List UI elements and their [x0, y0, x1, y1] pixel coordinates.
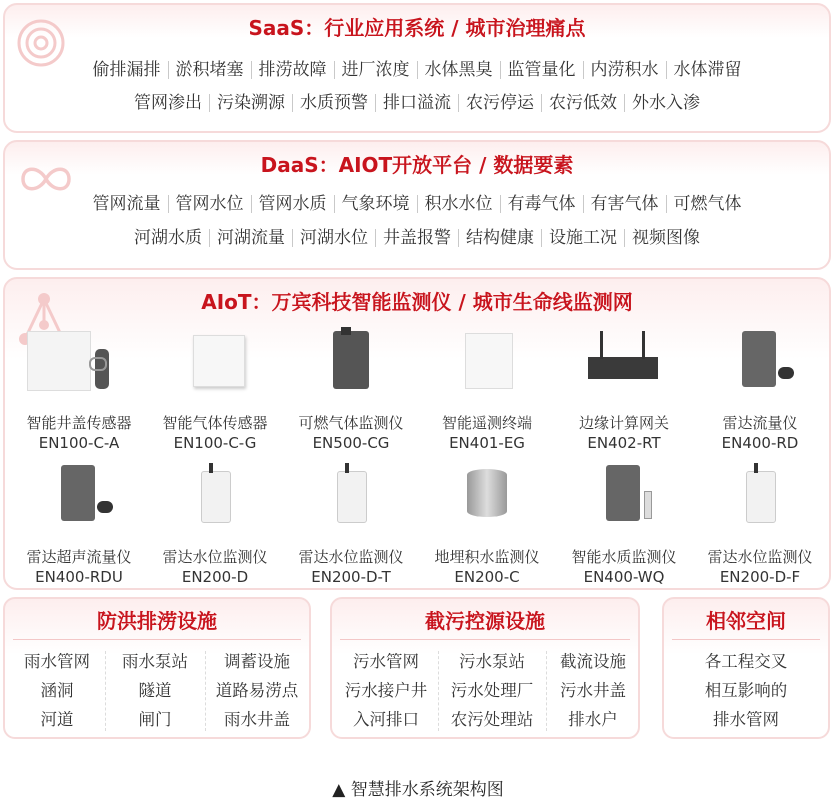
device-model: EN400-RDU	[35, 568, 123, 586]
data-element: 可燃气体	[666, 195, 749, 213]
data-element: 有毒气体	[500, 195, 583, 213]
facility-item: 污水管网	[353, 652, 419, 671]
pain-point: 水体滞留	[666, 61, 749, 79]
sewage-col-1	[336, 647, 436, 734]
pain-point: 排涝故障	[251, 61, 334, 79]
saas-panel	[3, 3, 831, 133]
device-name: 地埋积水监测仪	[434, 548, 540, 566]
device-model: EN200-D-T	[311, 568, 391, 586]
combustible-gas-monitor-icon	[291, 327, 411, 407]
facility-item: 入河排口	[353, 710, 419, 729]
pain-point: 进厂浓度	[334, 61, 417, 79]
device-card	[555, 461, 693, 587]
adjacent-line: 排水管网	[713, 710, 779, 729]
buried-waterlogging-monitor-icon	[427, 461, 547, 541]
device-card	[282, 327, 420, 453]
pain-point: 农污低效	[541, 94, 624, 112]
radar-level-monitor-icon	[155, 461, 275, 541]
device-card	[418, 327, 556, 453]
radar-level-monitor-t-icon	[291, 461, 411, 541]
device-name: 可燃气体监测仪	[298, 414, 404, 432]
data-element: 管网水质	[251, 195, 334, 213]
data-element: 积水水位	[417, 195, 500, 213]
device-model: EN400-RD	[721, 434, 799, 452]
pain-point: 淤积堵塞	[168, 61, 251, 79]
data-element: 管网流量	[92, 194, 161, 214]
radar-flowmeter-icon	[700, 327, 820, 407]
device-name: 雷达超声流量仪	[26, 548, 132, 566]
radar-level-monitor-f-icon	[700, 461, 820, 541]
data-element: 河湖水位	[292, 229, 375, 247]
saas-row-1	[5, 60, 829, 80]
device-model: EN402-RT	[587, 434, 661, 452]
data-element: 气象环境	[334, 195, 417, 213]
saas-row-2	[5, 93, 829, 113]
data-element: 结构健康	[458, 229, 541, 247]
aiot-title: AIoT：万宾科技智能监测仪 / 城市生命线监测网	[201, 290, 633, 314]
flood-title: 防洪排涝设施	[97, 609, 217, 633]
device-name: 智能遥测终端	[441, 414, 532, 432]
facility-item: 闸门	[138, 710, 172, 729]
device-model: EN500-CG	[312, 434, 390, 452]
facility-item: 污水接户井	[344, 681, 428, 700]
device-card	[691, 327, 829, 453]
facility-item: 隧道	[138, 681, 172, 700]
device-card	[10, 461, 148, 587]
pain-point: 监管量化	[500, 61, 583, 79]
divider	[438, 651, 439, 731]
adjacent-space-panel	[662, 597, 830, 739]
water-quality-monitor-icon	[564, 461, 684, 541]
sewage-col-2	[440, 647, 544, 734]
divider	[672, 639, 820, 640]
pain-point: 管网渗出	[134, 93, 202, 113]
facility-item: 涵洞	[40, 681, 74, 700]
aiot-panel	[3, 277, 831, 590]
device-card	[418, 461, 556, 587]
daas-row-2	[5, 228, 829, 248]
data-element: 井盖报警	[375, 229, 458, 247]
facility-item: 污水处理厂	[450, 681, 534, 700]
daas-row-1	[5, 194, 829, 214]
device-name: 智能井盖传感器	[26, 414, 132, 432]
divider	[340, 639, 630, 640]
divider	[105, 651, 106, 731]
pain-point: 水质预警	[292, 94, 375, 112]
device-name: 雷达水位监测仪	[707, 548, 813, 566]
pain-point: 农污停运	[458, 94, 541, 112]
facility-item: 污水泵站	[459, 652, 525, 671]
device-model: EN200-D-F	[719, 568, 801, 586]
pain-point: 排口溢流	[375, 94, 458, 112]
pain-point: 外水入渗	[624, 94, 707, 112]
device-name: 雷达流量仪	[722, 414, 798, 432]
saas-title: SaaS：行业应用系统 / 城市治理痛点	[248, 16, 586, 40]
device-model: EN401-EG	[449, 434, 525, 452]
gas-sensor-icon	[155, 327, 275, 407]
device-card	[10, 327, 148, 453]
adjacent-line: 各工程交叉	[704, 652, 788, 671]
facility-item: 排水户	[568, 710, 618, 729]
device-name: 边缘计算网关	[578, 414, 669, 432]
sewage-control-panel	[330, 597, 640, 739]
facility-item: 污水井盖	[560, 681, 626, 700]
device-name: 雷达水位监测仪	[162, 548, 268, 566]
data-element: 设施工况	[541, 229, 624, 247]
flood-col-2	[109, 647, 201, 734]
flood-col-1	[11, 647, 103, 734]
pain-point: 污染溯源	[209, 94, 292, 112]
device-card	[691, 461, 829, 587]
device-name: 智能水质监测仪	[571, 548, 677, 566]
adjacent-line: 相互影响的	[704, 681, 788, 700]
device-name: 雷达水位监测仪	[298, 548, 404, 566]
device-model: EN100-C-A	[38, 434, 120, 452]
device-model: EN400-WQ	[583, 568, 665, 586]
device-model: EN100-C-G	[173, 434, 257, 452]
facility-item: 雨水管网	[24, 652, 90, 671]
device-model: EN200-C	[454, 568, 520, 586]
manhole-sensor-icon	[19, 327, 139, 407]
figure-caption: ▲ 智慧排水系统架构图	[332, 780, 504, 800]
radar-ultrasonic-flowmeter-icon	[19, 461, 139, 541]
flood-col-3	[207, 647, 307, 734]
data-element: 河湖流量	[209, 229, 292, 247]
edge-gateway-icon	[564, 327, 684, 407]
daas-title: DaaS：AIOT开放平台 / 数据要素	[260, 153, 574, 177]
pain-point: 偷排漏排	[92, 60, 161, 80]
device-name: 智能气体传感器	[162, 414, 268, 432]
sewage-title: 截污控源设施	[425, 609, 545, 633]
facility-item: 河道	[40, 710, 74, 729]
adjacent-text	[664, 647, 828, 734]
facility-item: 雨水井盖	[224, 710, 290, 729]
sewage-col-3	[548, 647, 638, 734]
device-card	[146, 461, 284, 587]
facility-item: 调蓄设施	[224, 652, 290, 671]
facility-item: 截流设施	[560, 652, 626, 671]
device-model: EN200-D	[181, 568, 249, 586]
daas-panel	[3, 140, 831, 270]
facility-item: 雨水泵站	[122, 652, 188, 671]
facility-item: 道路易涝点	[215, 681, 299, 700]
adjacent-title: 相邻空间	[706, 609, 786, 633]
device-card	[555, 327, 693, 453]
divider	[546, 651, 547, 731]
device-card	[282, 461, 420, 587]
divider	[205, 651, 206, 731]
pain-point: 内涝积水	[583, 61, 666, 79]
data-element: 管网水位	[168, 195, 251, 213]
flood-control-panel	[3, 597, 311, 739]
telemetry-terminal-icon	[427, 327, 547, 407]
divider	[13, 639, 301, 640]
device-card	[146, 327, 284, 453]
data-element: 河湖水质	[134, 228, 202, 248]
facility-item: 农污处理站	[450, 710, 534, 729]
pain-point: 水体黑臭	[417, 61, 500, 79]
data-element: 有害气体	[583, 195, 666, 213]
data-element: 视频图像	[624, 229, 707, 247]
